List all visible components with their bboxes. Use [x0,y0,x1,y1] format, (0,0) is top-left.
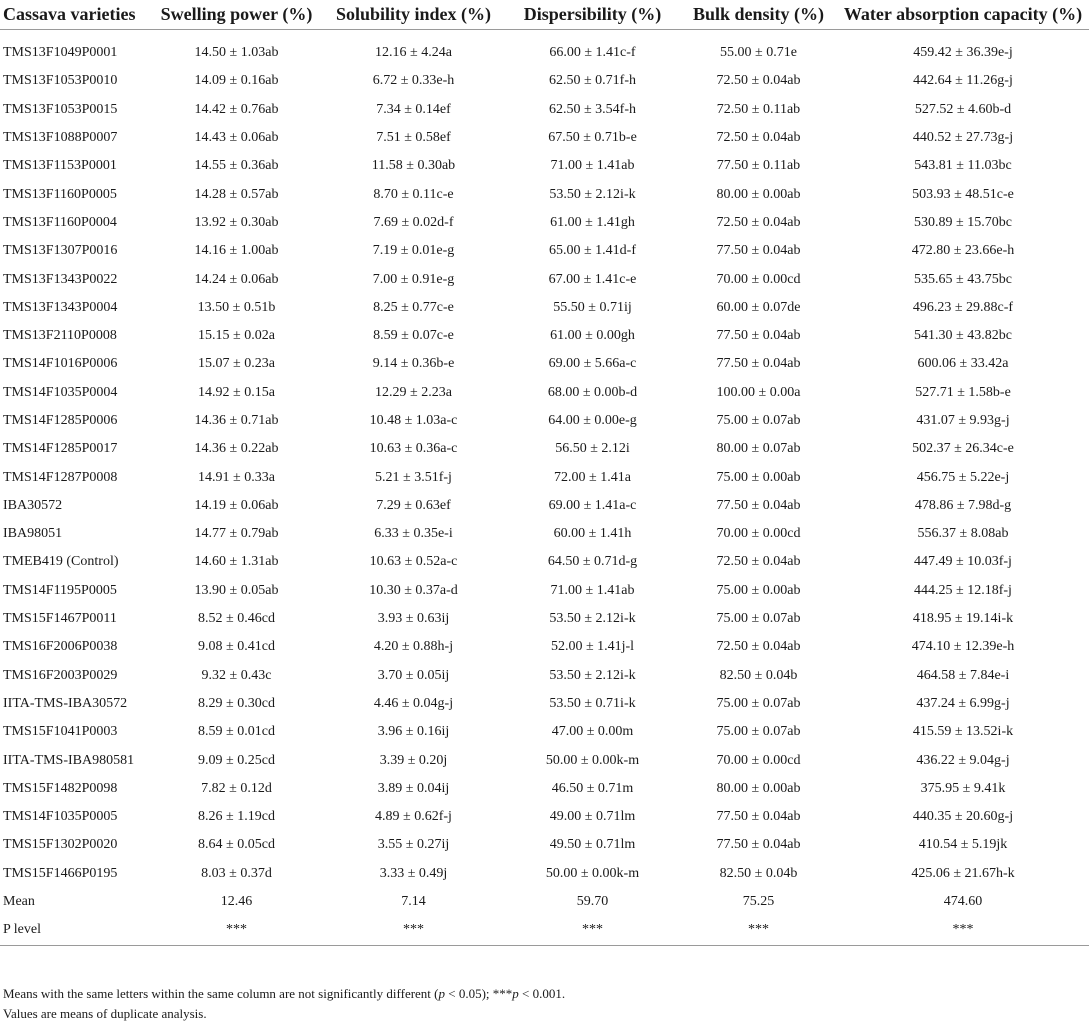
variety-cell: TMEB419 (Control) [3,554,119,570]
value-cell: 100.00 ± 0.00a [716,384,801,400]
table-row [0,265,1089,293]
table-row [0,322,1089,350]
value-cell: 14.91 ± 0.33a [198,469,275,485]
value-cell: 7.29 ± 0.63ef [376,497,451,513]
value-cell: 3.93 ± 0.63ij [377,611,450,627]
variety-cell: TMS13F1153P0001 [3,158,117,174]
value-cell: 60.00 ± 0.07de [716,299,801,315]
variety-cell: IITA-TMS-IBA30572 [3,695,128,711]
table-row [0,407,1089,435]
value-cell: 13.90 ± 0.05ab [194,582,279,598]
table-row [0,605,1089,633]
value-cell: 3.55 ± 0.27ij [377,837,450,853]
variety-cell: TMS14F1035P0005 [3,809,118,825]
header-cell: Dispersibility (%) [523,4,662,24]
value-cell: 6.33 ± 0.35e-i [374,526,453,542]
value-cell: 61.00 ± 1.41gh [550,214,635,230]
value-cell: 49.00 ± 0.71lm [549,809,636,825]
value-cell: 9.08 ± 0.41cd [198,639,275,655]
value-cell: 9.32 ± 0.43c [201,667,272,683]
value-cell: 440.35 ± 20.60g-j [912,809,1014,825]
value-cell: 65.00 ± 1.41d-f [548,243,636,259]
value-cell: 4.46 ± 0.04g-j [373,695,454,711]
value-cell: 8.59 ± 0.07c-e [373,328,454,344]
value-cell: 59.70 [576,894,609,910]
value-cell: 7.00 ± 0.91e-g [372,271,455,287]
value-cell: 77.50 ± 0.04ab [716,356,801,372]
header-cell: Solubility index (%) [335,4,492,24]
table-row [0,520,1089,548]
value-cell: 14.92 ± 0.15a [198,384,275,400]
value-cell: 9.14 ± 0.36b-e [372,356,455,372]
value-cell: 474.10 ± 12.39e-h [911,639,1015,655]
value-cell: 14.19 ± 0.06ab [194,497,279,513]
header-cell: Bulk density (%) [692,4,825,24]
table-row [0,775,1089,803]
variety-cell: TMS15F1467P0011 [3,611,117,627]
value-cell: 62.50 ± 0.71f-h [548,73,636,89]
value-cell: 375.95 ± 9.41k [920,780,1006,796]
value-cell: 437.24 ± 6.99g-j [916,695,1010,711]
variety-cell: TMS14F1285P0006 [3,413,118,428]
value-cell: 3.39 ± 0.20j [379,752,448,768]
value-cell: 14.42 ± 0.76ab [194,101,279,117]
variety-cell: TMS13F1343P0004 [3,299,118,315]
table-row [0,39,1089,67]
value-cell: 5.21 ± 3.51f-j [375,469,452,485]
value-cell: 67.00 ± 1.41c-e [548,271,637,287]
value-cell: 7.34 ± 0.14ef [376,101,451,117]
value-cell: 527.71 ± 1.58b-e [915,384,1011,400]
variety-cell: IBA30572 [3,497,63,513]
value-cell: 10.63 ± 0.52a-c [369,554,458,570]
value-cell: 82.50 ± 0.04b [719,865,798,881]
value-cell: 527.52 ± 4.60b-d [914,101,1012,117]
table-row [0,803,1089,831]
variety-cell: TMS15F1302P0020 [3,837,118,853]
value-cell: 72.50 ± 0.04ab [716,639,801,655]
value-cell: 77.50 ± 0.04ab [716,243,801,259]
variety-cell: Mean [3,894,35,910]
value-cell: 6.72 ± 0.33e-h [372,73,455,89]
value-cell: 472.80 ± 23.66e-h [911,243,1015,259]
value-cell: 503.93 ± 48.51c-e [912,186,1014,202]
value-cell: 52.00 ± 1.41j-l [550,639,635,655]
value-cell: 80.00 ± 0.00ab [716,780,801,796]
value-cell: 442.64 ± 11.26g-j [913,73,1013,89]
value-cell: 72.50 ± 0.04ab [716,554,801,570]
table-row [0,548,1089,576]
value-cell: 70.00 ± 0.00cd [716,526,801,542]
value-cell: 77.50 ± 0.04ab [716,328,801,344]
value-cell: 72.50 ± 0.04ab [716,73,801,89]
value-cell: 75.25 [742,894,775,910]
value-cell: *** [680,916,837,945]
variety-cell: TMS13F1088P0007 [3,130,118,146]
value-cell: 4.89 ± 0.62f-j [375,809,452,825]
value-cell: 75.00 ± 0.07ab [716,611,801,627]
value-cell: 14.60 ± 1.31ab [194,554,279,570]
variety-cell: TMS14F1035P0004 [3,384,118,400]
table-row [0,152,1089,180]
value-cell: 12.29 ± 2.23a [375,384,452,400]
value-cell: 75.00 ± 0.00ab [716,582,801,598]
variety-cell: IBA98051 [3,526,63,542]
value-cell: 9.09 ± 0.25cd [198,752,275,768]
value-cell: 75.00 ± 0.07ab [716,695,801,711]
variety-cell: TMS13F1049P0001 [3,45,118,61]
table-row [0,718,1089,746]
value-cell: 13.92 ± 0.30ab [194,214,279,230]
value-cell: 425.06 ± 21.67h-k [911,865,1015,881]
value-cell: 15.07 ± 0.23a [198,356,275,372]
value-cell: 10.63 ± 0.36a-c [369,441,458,457]
value-cell: 14.09 ± 0.16ab [194,73,279,89]
footnote-method: Values are means of duplicate analysis. [3,1006,207,1021]
variety-cell: TMS14F1285P0017 [3,441,118,457]
value-cell: 12.16 ± 4.24a [375,45,452,61]
value-cell: 4.20 ± 0.88h-j [373,639,454,655]
value-cell: 3.96 ± 0.16ij [377,724,450,740]
value-cell: 8.29 ± 0.30cd [198,695,275,711]
variety-cell: TMS13F1160P0005 [3,186,117,202]
value-cell: 46.50 ± 0.71m [551,780,634,796]
value-cell: 50.00 ± 0.00k-m [545,865,640,881]
table-row [0,463,1089,491]
variety-cell: TMS14F1016P0006 [3,356,118,372]
value-cell: 543.81 ± 11.03bc [914,158,1012,174]
value-cell: 440.52 ± 27.73g-j [912,130,1014,146]
value-cell: 530.89 ± 15.70bc [914,214,1012,230]
variety-cell: TMS14F1287P0008 [3,469,118,485]
variety-cell: TMS13F1307P0016 [3,243,118,259]
table-body [0,30,1089,946]
header-cell: Water absorption capacity (%) [843,4,1083,24]
value-cell: 600.06 ± 33.42a [917,356,1009,372]
value-cell: 8.26 ± 1.19cd [198,809,275,825]
table-row [0,492,1089,520]
value-cell: 77.50 ± 0.04ab [716,809,801,825]
value-cell: 14.24 ± 0.06ab [194,271,279,287]
value-cell: 12.46 [220,894,253,910]
table-row [0,124,1089,152]
table-row [0,435,1089,463]
value-cell: 478.86 ± 7.98d-g [914,497,1012,513]
table-row [0,96,1089,124]
value-cell: 7.14 [401,894,426,910]
value-cell: 10.30 ± 0.37a-d [369,582,458,598]
value-cell: 3.89 ± 0.04ij [377,780,450,796]
value-cell: 535.65 ± 43.75bc [914,271,1012,287]
value-cell: 464.58 ± 7.84e-i [916,667,1010,683]
value-cell: 69.00 ± 5.66a-c [548,356,637,372]
value-cell: 49.50 ± 0.71lm [549,837,636,853]
variety-cell: TMS15F1466P0195 [3,865,118,881]
value-cell: 80.00 ± 0.00ab [716,186,801,202]
variety-cell: TMS15F1482P0098 [3,780,118,796]
value-cell: 67.50 ± 0.71b-e [548,130,637,146]
table-row [0,888,1089,916]
value-cell: 3.33 ± 0.49j [379,865,448,881]
table-row [0,294,1089,322]
value-cell: 68.00 ± 0.00b-d [547,384,638,400]
variety-cell: TMS13F1053P0010 [3,73,118,89]
value-cell: *** [322,916,505,945]
table-row [0,180,1089,208]
value-cell: *** [837,916,1089,945]
value-cell: 7.19 ± 0.01e-g [372,243,455,259]
table-row [0,662,1089,690]
value-cell: 541.30 ± 43.82bc [914,328,1012,344]
value-cell: 502.37 ± 26.34c-e [912,441,1014,457]
table-row [0,350,1089,378]
value-cell: 7.51 ± 0.58ef [376,130,451,146]
value-cell: 50.00 ± 0.00k-m [545,752,640,768]
value-cell: 70.00 ± 0.00cd [716,752,801,768]
value-cell: 3.70 ± 0.05ij [377,667,450,683]
value-cell: 8.64 ± 0.05cd [198,837,275,853]
value-cell: 62.50 ± 3.54f-h [548,101,636,117]
value-cell: 556.37 ± 8.08ab [917,526,1009,542]
value-cell: 7.69 ± 0.02d-f [373,214,454,230]
variety-cell: TMS15F1041P0003 [3,724,118,740]
value-cell: 71.00 ± 1.41ab [550,582,635,598]
value-cell: 75.00 ± 0.07ab [716,413,801,428]
value-cell: 410.54 ± 5.19jk [918,837,1008,853]
value-cell: 47.00 ± 0.00m [551,724,634,740]
value-cell: 14.43 ± 0.06ab [194,130,279,146]
value-cell: *** [151,916,322,945]
value-cell: 69.00 ± 1.41a-c [548,497,637,513]
value-cell: 82.50 ± 0.04b [719,667,798,683]
value-cell: 431.07 ± 9.93g-j [916,413,1010,428]
table-row [0,916,1089,945]
value-cell: 415.59 ± 13.52i-k [912,724,1014,740]
header-cell: Cassava varieties [3,4,136,24]
value-cell: 70.00 ± 0.00cd [716,271,801,287]
value-cell: *** [505,916,680,945]
value-cell: 72.50 ± 0.04ab [716,214,801,230]
table-row [0,831,1089,859]
value-cell: 56.50 ± 2.12i [555,441,630,457]
value-cell: 55.00 ± 0.71e [720,45,797,61]
value-cell: 71.00 ± 1.41ab [550,158,635,174]
table-row [0,379,1089,407]
value-cell: 8.59 ± 0.01cd [198,724,275,740]
variety-cell: TMS16F2003P0029 [3,667,118,683]
value-cell: 66.00 ± 1.41c-f [549,45,636,61]
value-cell: 77.50 ± 0.04ab [716,837,801,853]
table-row [0,209,1089,237]
value-cell: 14.55 ± 0.36ab [194,158,279,174]
value-cell: 8.52 ± 0.46cd [198,611,275,627]
value-cell: 53.50 ± 2.12i-k [549,667,636,683]
value-cell: 53.50 ± 2.12i-k [549,611,636,627]
variety-cell: TMS14F1195P0005 [3,582,117,598]
variety-cell: TMS16F2006P0038 [3,639,118,655]
table-row [0,860,1089,888]
table-row [0,633,1089,661]
table-row [0,690,1089,718]
value-cell: 72.00 ± 1.41a [554,469,631,485]
value-cell: 61.00 ± 0.00gh [550,328,635,344]
variety-cell: TMS13F2110P0008 [3,328,117,344]
value-cell: 77.50 ± 0.11ab [716,158,801,174]
value-cell: 13.50 ± 0.51b [197,299,276,315]
value-cell: 14.50 ± 1.03ab [194,45,279,61]
variety-cell: P level [0,916,151,945]
value-cell: 14.77 ± 0.79ab [194,526,279,542]
table-row [0,746,1089,774]
value-cell: 10.48 ± 1.03a-c [369,413,458,428]
table-row [0,577,1089,605]
value-cell: 8.25 ± 0.77c-e [373,299,454,315]
value-cell: 496.23 ± 29.88c-f [912,299,1014,315]
header-row [0,0,1089,30]
variety-cell: TMS13F1160P0004 [3,214,117,230]
variety-cell: TMS13F1053P0015 [3,101,118,117]
value-cell: 7.82 ± 0.12d [201,780,272,796]
value-cell: 418.95 ± 19.14i-k [912,611,1014,627]
value-cell: 53.50 ± 0.71i-k [549,695,636,711]
value-cell: 72.50 ± 0.04ab [716,130,801,146]
header-cell: Swelling power (%) [160,4,313,24]
footnote-significance: Means with the same letters within the same column are not significantly different (p < 0.05); ***p < 0.001. [3,986,566,1001]
value-cell: 75.00 ± 0.07ab [716,724,801,740]
value-cell: 55.50 ± 0.71ij [553,299,632,315]
value-cell: 459.42 ± 36.39e-j [913,45,1013,61]
variety-cell: IITA-TMS-IBA980581 [3,752,135,768]
value-cell: 8.70 ± 0.11c-e [373,186,454,202]
value-cell: 11.58 ± 0.30ab [371,158,456,174]
value-cell: 64.00 ± 0.00e-g [548,413,637,428]
value-cell: 80.00 ± 0.07ab [716,441,801,457]
value-cell: 15.15 ± 0.02a [198,328,275,344]
value-cell: 72.50 ± 0.11ab [716,101,801,117]
value-cell: 474.60 [943,894,983,910]
value-cell: 64.50 ± 0.71d-g [547,554,638,570]
value-cell: 60.00 ± 1.41h [553,526,632,542]
value-cell: 436.22 ± 9.04g-j [916,752,1010,768]
variety-cell: TMS13F1343P0022 [3,271,118,287]
value-cell: 8.03 ± 0.37d [201,865,272,881]
value-cell: 14.28 ± 0.57ab [194,186,279,202]
table-row [0,237,1089,265]
value-cell: 456.75 ± 5.22e-j [916,469,1010,485]
value-cell: 53.50 ± 2.12i-k [549,186,636,202]
value-cell: 14.16 ± 1.00ab [194,243,279,259]
value-cell: 77.50 ± 0.04ab [716,497,801,513]
value-cell: 444.25 ± 12.18f-j [914,582,1012,598]
value-cell: 447.49 ± 10.03f-j [914,554,1012,570]
value-cell: 14.36 ± 0.22ab [194,441,279,457]
value-cell: 14.36 ± 0.71ab [194,413,279,428]
table-footnotes [3,984,565,1024]
table-row [0,67,1089,95]
value-cell: 75.00 ± 0.00ab [716,469,801,485]
